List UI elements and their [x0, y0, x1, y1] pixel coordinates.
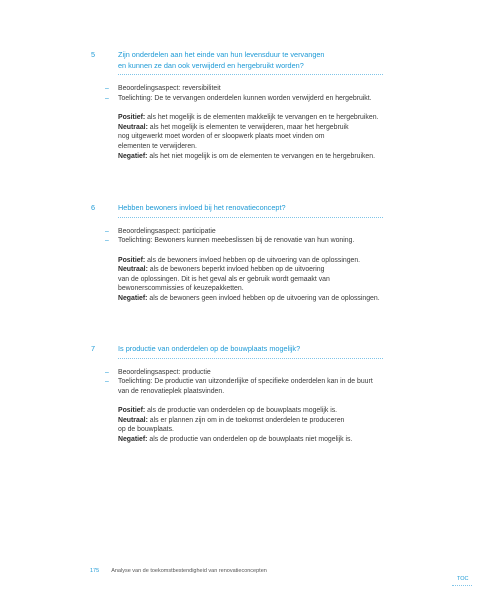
bullet-item [103, 368, 403, 378]
level-neutral-cont: elementen te verwijderen. [118, 142, 197, 150]
criterion-number: 7 [91, 344, 96, 353]
dash-icon: – [105, 227, 109, 235]
level-neutral [118, 265, 403, 275]
dotted-divider [118, 358, 383, 359]
criterion-5 [91, 50, 403, 161]
dash-icon: – [105, 378, 109, 386]
level-label: Positief: [118, 407, 146, 415]
dash-icon: – [105, 368, 109, 376]
dash-icon: – [105, 237, 109, 245]
criterion-title [118, 344, 403, 355]
criterion-7 [91, 344, 403, 445]
assessment-levels [118, 113, 403, 161]
level-text: als er plannen zijn om in de toekomst onderdelen te produceren [147, 416, 345, 424]
level-negative [118, 435, 403, 445]
bullet-item [103, 227, 403, 237]
criterion-title-line: en kunnen ze dan ook verwijderd en hergebruikt worden? [118, 60, 304, 70]
level-text: als de bewoners geen invloed hebben op de uitvoering van de oplossingen. [147, 295, 380, 303]
bullet-list [103, 368, 403, 397]
bullet-text: Beoordelingsaspect: participatie [118, 227, 216, 235]
dotted-divider [118, 217, 383, 218]
level-text: als de productie van onderdelen op de bouwplaats mogelijk is. [145, 407, 338, 415]
level-neutral-cont: bewonerscommissies of keuzepakketten. [118, 285, 244, 293]
level-negative [118, 294, 403, 304]
criterion-title [118, 50, 403, 71]
level-label: Neutraal: [118, 266, 148, 274]
level-neutral [118, 123, 403, 133]
level-label: Positief: [118, 256, 146, 264]
level-neutral [118, 416, 403, 426]
level-text: als het mogelijk is elementen te verwijderen, maar het hergebruik [147, 123, 349, 131]
level-text: als het mogelijk is de elementen makkelijk te vervangen en te hergebruiken. [145, 114, 379, 122]
level-label: Negatief: [118, 295, 148, 303]
level-text: als het niet mogelijk is om de elementen te vervangen en te hergebruiken. [147, 152, 376, 160]
assessment-levels [118, 256, 403, 304]
assessment-levels [118, 406, 403, 444]
criterion-6 [91, 203, 403, 304]
dotted-divider [118, 74, 383, 75]
toc-underline [452, 585, 472, 586]
criterion-title-line: Is productie van onderdelen op de bouwplaats mogelijk? [118, 344, 301, 353]
level-label: Positief: [118, 114, 146, 122]
level-neutral-cont: nog uitgewerkt moet worden of er sloopwerk plaats moet vinden om [118, 133, 325, 141]
bullet-item [103, 94, 403, 104]
level-positive [118, 113, 403, 123]
level-neutral-cont: op de bouwplaats. [118, 426, 174, 434]
bullet-item [103, 84, 403, 94]
bullet-item [103, 236, 403, 246]
level-label: Neutraal: [118, 416, 148, 424]
criterion-number: 5 [91, 50, 96, 59]
level-neutral-cont: van de oplossingen. Dit is het geval als er gebruik wordt gemaakt van [118, 275, 330, 283]
level-label: Negatief: [118, 436, 148, 444]
level-negative [118, 152, 403, 162]
page-number: 175 [90, 568, 100, 574]
level-label: Neutraal: [118, 123, 148, 131]
bullet-item-cont [103, 387, 403, 397]
bullet-item [103, 377, 403, 387]
level-positive [118, 406, 403, 416]
level-text: als de productie van onderdelen op de bouwplaats niet mogelijk is. [147, 436, 353, 444]
bullet-text: Toelichting: De productie van uitzonderlijke of specifieke onderdelen kan in de buurt [118, 378, 373, 386]
level-positive [118, 256, 403, 266]
level-text: als de bewoners invloed hebben op de uitvoering van de oplossingen. [145, 256, 361, 264]
criterion-title-line: Zijn onderdelen aan het einde van hun levensduur te vervangen [118, 50, 325, 59]
level-label: Negatief: [118, 152, 148, 160]
bullet-text: Toelichting: De te vervangen onderdelen kunnen worden verwijderd en hergebruikt. [118, 94, 372, 102]
bullet-text: Toelichting: Bewoners kunnen meebeslissen bij de renovatie van hun woning. [118, 237, 355, 245]
dash-icon: – [105, 85, 109, 92]
toc-link[interactable]: TOC [457, 576, 469, 582]
dash-icon: – [105, 94, 109, 102]
bullet-text: Beoordelingsaspect: productie [118, 368, 211, 376]
bullet-list [103, 84, 403, 103]
level-text: als de bewoners beperkt invloed hebben op de uitvoering [147, 266, 325, 274]
page-footer [90, 567, 267, 575]
criterion-number: 6 [91, 203, 96, 212]
bullet-text: Beoordelingsaspect: reversibiliteit [118, 85, 221, 92]
footer-title: Analyse van de toekomstbestendigheid van renovatieconcepten [111, 568, 267, 574]
bullet-list [103, 227, 403, 246]
bullet-text: van de renovatieplek plaatsvinden. [118, 387, 225, 395]
criterion-title-line: Hebben bewoners invloed bij het renovatieconcept? [118, 203, 286, 212]
criterion-title [118, 203, 403, 214]
